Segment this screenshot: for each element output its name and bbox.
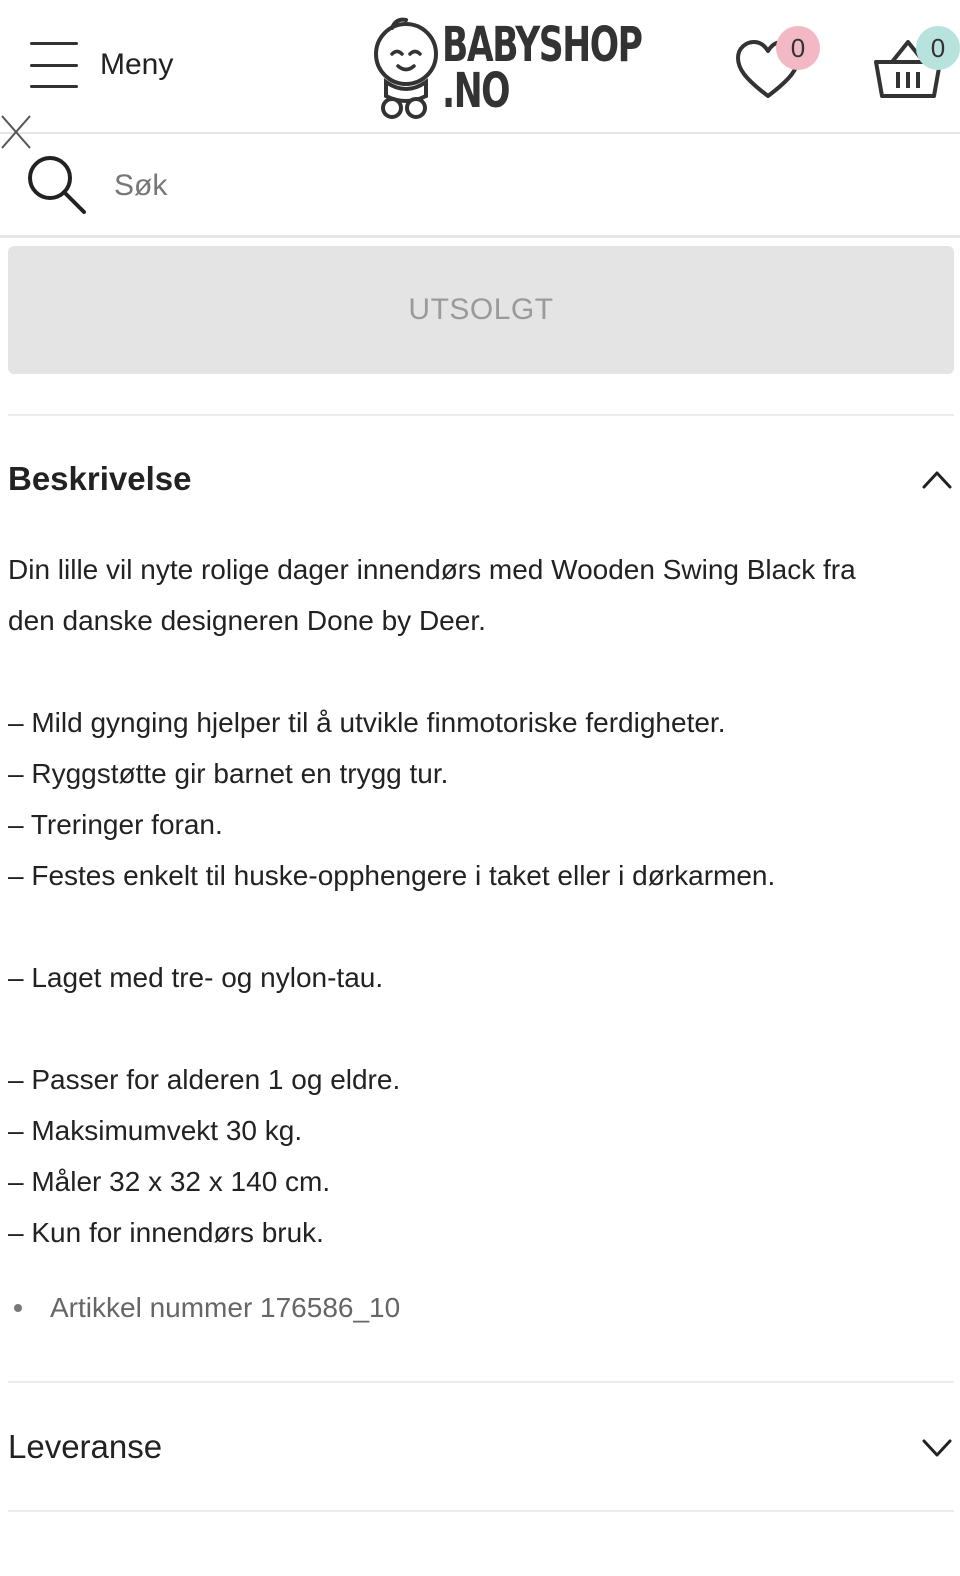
- divider: [8, 1381, 954, 1383]
- description-accordion-header[interactable]: [8, 444, 954, 514]
- baby-mascot-icon: [372, 16, 444, 120]
- bullet-icon: [14, 1304, 22, 1312]
- search-input[interactable]: [114, 160, 914, 212]
- site-header: [0, 0, 960, 134]
- feature-item: – Mild gynging hjelper til å utvikle finmotoriske ferdigheter.: [8, 707, 726, 738]
- logo-text: [442, 17, 642, 119]
- article-number-text: Artikkel nummer 176586_10: [50, 1292, 401, 1323]
- spec-item: – Maksimumvekt 30 kg.: [8, 1115, 303, 1146]
- chevron-up-icon: [920, 467, 954, 491]
- cart-count-badge: 0: [916, 26, 960, 70]
- menu-button[interactable]: [30, 42, 173, 88]
- article-number: [14, 1292, 400, 1324]
- feature-item: – Ryggstøtte gir barnet en trygg tur.: [8, 758, 449, 789]
- chevron-down-icon: [920, 1435, 954, 1459]
- delivery-title: Leveranse: [8, 1428, 163, 1465]
- hamburger-icon: [30, 42, 78, 88]
- description-intro-1: Din lille vil nyte rolige dager innendørs med Wooden Swing Black fra: [8, 554, 856, 585]
- spec-item: – Kun for innendørs bruk.: [8, 1217, 324, 1248]
- delivery-accordion-header[interactable]: [8, 1412, 954, 1482]
- menu-label: Meny: [100, 48, 174, 81]
- logo-line-2: .NO: [442, 63, 510, 119]
- feature-item: – Treringer foran.: [8, 809, 223, 840]
- search-bar: [0, 136, 960, 238]
- wishlist-count-badge: 0: [776, 26, 820, 70]
- description-body: [8, 544, 948, 1258]
- logo-line-1: BABYSHOP: [442, 17, 642, 73]
- divider: [8, 1510, 954, 1512]
- feature-item: – Festes enkelt til huske-opphengere i taket eller i dørkarmen.: [8, 860, 776, 891]
- spec-item: – Passer for alderen 1 og eldre.: [8, 1064, 401, 1095]
- babyshop-logo[interactable]: [372, 16, 642, 120]
- description-title: Beskrivelse: [8, 460, 192, 497]
- description-intro-2: den danske designeren Done by Deer.: [8, 605, 486, 636]
- divider: [8, 414, 954, 416]
- soldout-button[interactable]: UTSOLGT: [8, 246, 954, 374]
- spec-item: – Måler 32 x 32 x 140 cm.: [8, 1166, 331, 1197]
- search-icon[interactable]: [26, 154, 88, 216]
- material-item: – Laget med tre- og nylon-tau.: [8, 962, 384, 993]
